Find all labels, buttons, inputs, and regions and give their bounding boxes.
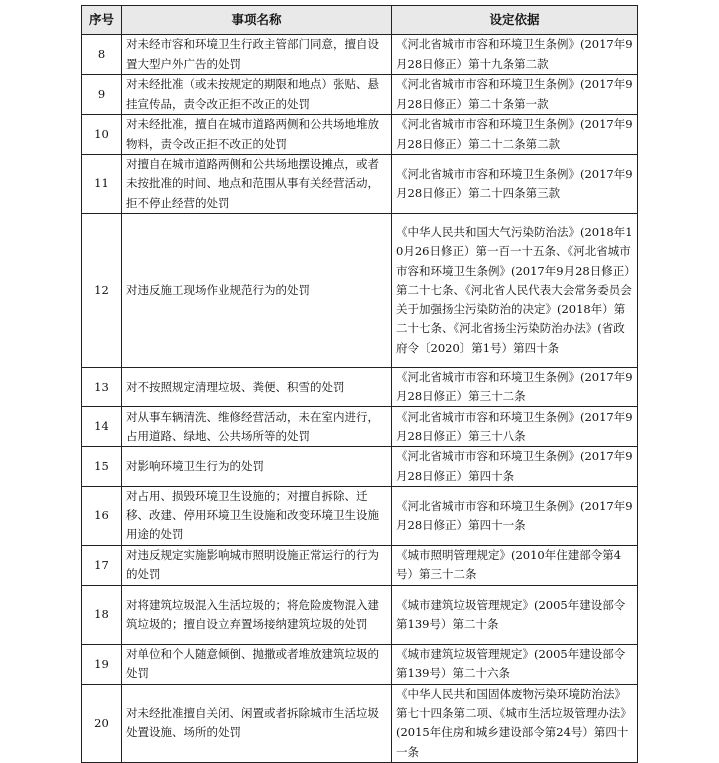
- row-item-name: 对违反施工现场作业规范行为的处罚: [122, 214, 392, 368]
- table-row: [82, 407, 638, 447]
- table-row: [82, 75, 638, 115]
- row-item-name: 对单位和个人随意倾倒、抛撒或者堆放建筑垃圾的处罚: [122, 644, 392, 684]
- table-row: [82, 368, 638, 407]
- row-serial-number: 17: [82, 545, 122, 585]
- row-serial-number: 11: [82, 155, 122, 214]
- row-serial-number: 12: [82, 214, 122, 368]
- row-legal-basis: 《河北省城市市容和环境卫生条例》(2017年9月28日修正）第二十四条第三款: [392, 155, 638, 214]
- row-item-name: 对将建筑垃圾混入生活垃圾的；将危险废物混入建筑垃圾的；擅自设立弃置场接纳建筑垃圾的处罚: [122, 585, 392, 644]
- table-row: [82, 155, 638, 214]
- row-legal-basis: 《城市照明管理规定》(2010年住建部令第4号）第三十二条: [392, 545, 638, 585]
- table-row: [82, 447, 638, 486]
- row-legal-basis: 《城市建筑垃圾管理规定》(2005年建设部令第139号）第二十条: [392, 585, 638, 644]
- row-serial-number: 8: [82, 35, 122, 75]
- row-serial-number: 19: [82, 644, 122, 684]
- row-item-name: 对不按照规定清理垃圾、粪便、积雪的处罚: [122, 368, 392, 407]
- row-legal-basis: 《河北省城市市容和环境卫生条例》(2017年9月28日修正）第二十二条第二款: [392, 115, 638, 155]
- row-legal-basis: 《河北省城市市容和环境卫生条例》(2017年9月28日修正）第三十八条: [392, 407, 638, 447]
- row-item-name: 对违反规定实施影响城市照明设施正常运行的行为的处罚: [122, 545, 392, 585]
- document-sheet: [81, 5, 637, 763]
- row-serial-number: 20: [82, 684, 122, 762]
- row-serial-number: 14: [82, 407, 122, 447]
- row-serial-number: 9: [82, 75, 122, 115]
- table-row: [82, 585, 638, 644]
- row-item-name: 对从事车辆清洗、维修经营活动，未在室内进行，占用道路、绿地、公共场所等的处罚: [122, 407, 392, 447]
- row-legal-basis: 《河北省城市市容和环境卫生条例》(2017年9月28日修正）第三十二条: [392, 368, 638, 407]
- header-serial-number: 序号: [82, 6, 122, 35]
- row-legal-basis: 《河北省城市市容和环境卫生条例》(2017年9月28日修正）第二十条第一款: [392, 75, 638, 115]
- table-row: [82, 35, 638, 75]
- row-item-name: 对未经市容和环境卫生行政主管部门同意，擅自设置大型户外广告的处罚: [122, 35, 392, 75]
- table-row: [82, 115, 638, 155]
- table-row: [82, 486, 638, 545]
- row-serial-number: 16: [82, 486, 122, 545]
- row-legal-basis: 《城市建筑垃圾管理规定》(2005年建设部令第139号）第二十六条: [392, 644, 638, 684]
- header-legal-basis: 设定依据: [392, 6, 638, 35]
- row-legal-basis: 《河北省城市市容和环境卫生条例》(2017年9月28日修正）第四十条: [392, 447, 638, 486]
- penalty-items-table: [81, 5, 638, 763]
- row-legal-basis: 《河北省城市市容和环境卫生条例》(2017年9月28日修正）第四十一条: [392, 486, 638, 545]
- row-serial-number: 10: [82, 115, 122, 155]
- row-serial-number: 15: [82, 447, 122, 486]
- row-legal-basis: 《中华人民共和国大气污染防治法》(2018年10月26日修正）第一百一十五条、《河北省城市市容和环境卫生条例》(2017年9月28日修正）第二十七条、《河北省人民代表大会常务委员会关于加强扬尘污染防治的决定》(2018年）第二十七条、《河北省扬尘污染防治办法》(省政府令〔2020〕第1号）第四十条: [392, 214, 638, 368]
- row-legal-basis: 《河北省城市市容和环境卫生条例》(2017年9月28日修正）第十九条第二款: [392, 35, 638, 75]
- row-serial-number: 13: [82, 368, 122, 407]
- table-row: [82, 644, 638, 684]
- row-serial-number: 18: [82, 585, 122, 644]
- table-header-row: [82, 6, 638, 35]
- row-item-name: 对未经批准（或未按规定的期限和地点）张贴、悬挂宣传品，责令改正拒不改正的处罚: [122, 75, 392, 115]
- row-item-name: 对影响环境卫生行为的处罚: [122, 447, 392, 486]
- table-row: [82, 545, 638, 585]
- table-row: [82, 214, 638, 368]
- row-item-name: 对擅自在城市道路两侧和公共场地摆设摊点，或者未按批准的时间、地点和范围从事有关经营活动，拒不停止经营的处罚: [122, 155, 392, 214]
- header-item-name: 事项名称: [122, 6, 392, 35]
- table-row: [82, 684, 638, 762]
- row-item-name: 对未经批准，擅自在城市道路两侧和公共场地堆放物料，责令改正拒不改正的处罚: [122, 115, 392, 155]
- row-item-name: 对未经批准擅自关闭、闲置或者拆除城市生活垃圾处置设施、场所的处罚: [122, 684, 392, 762]
- row-item-name: 对占用、损毁环境卫生设施的；对擅自拆除、迁移、改建、停用环境卫生设施和改变环境卫生设施用途的处罚: [122, 486, 392, 545]
- row-legal-basis: 《中华人民共和国固体废物污染环境防治法》第七十四条第二项、《城市生活垃圾管理办法》(2015年住房和城乡建设部令第24号）第四十一条: [392, 684, 638, 762]
